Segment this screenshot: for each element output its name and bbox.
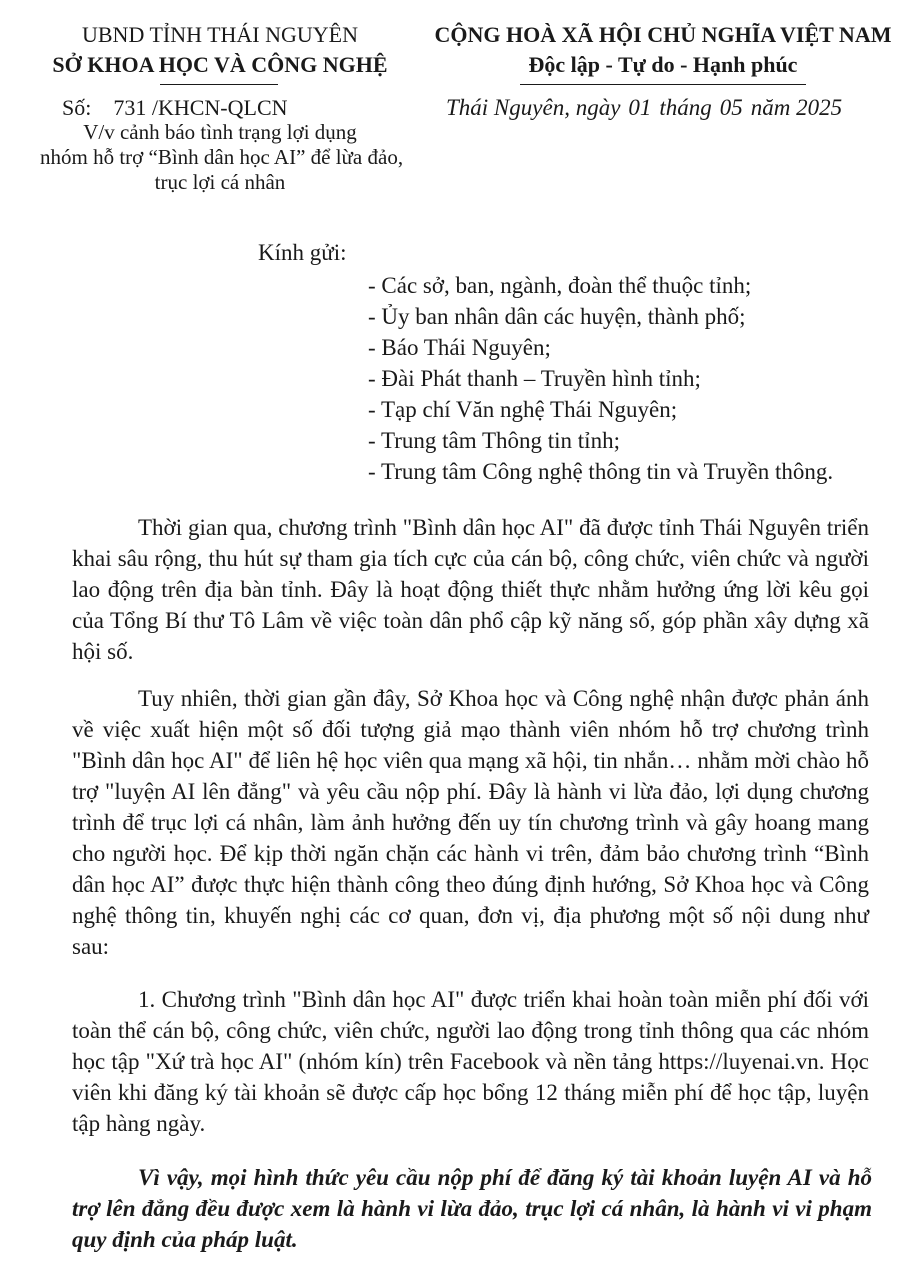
motto-underline [520,84,806,85]
document-number [62,95,288,121]
recipients-list [368,270,833,487]
recipient-item: - Các sở, ban, ngành, đoàn thể thuộc tỉnh; [368,273,752,298]
recipient-item: - Trung tâm Công nghệ thông tin và Truyền thông. [368,459,834,484]
date-year: 2025 [796,95,843,120]
recipient-item: - Tạp chí Văn nghệ Thái Nguyên; [368,397,678,422]
date-year-label: năm [750,95,791,120]
recipient-item: - Ủy ban nhân dân các huyện, thành phố; [368,304,746,329]
recipient-item: - Đài Phát thanh – Truyền hình tỉnh; [368,366,701,391]
agency-name: SỞ KHOA HỌC VÀ CÔNG NGHỆ [52,52,388,77]
national-motto: Độc lập - Tự do - Hạnh phúc [528,52,798,77]
document-number-label: Số: [62,95,92,120]
subject-line: V/v cảnh báo tình trạng lợi dụng [83,120,357,144]
body-paragraph: Thời gian qua, chương trình "Bình dân học AI" đã được tỉnh Thái Nguyên triển khai sâu rộng, thu hút sự tham gia tích cực của cán bộ, công chức, viên chức và người lao động trên địa bàn tỉnh. Đây là hoạt động thiết thực nhằm hưởng ứng lời kêu gọi của Tổng Bí thư Tô Lâm về việc toàn dân phổ cập kỹ năng số, góp phần xây dựng xã hội số. [72,515,869,664]
date-month-label: tháng [659,95,712,120]
date-month: 05 [719,95,743,120]
recipient-item: - Trung tâm Thông tin tỉnh; [368,428,620,453]
document-number-code: /KHCN-QLCN [151,95,288,120]
subject-line: trục lợi cá nhân [154,170,286,194]
date-day: 01 [628,95,652,120]
body-paragraph: Tuy nhiên, thời gian gần đây, Sở Khoa học và Công nghệ nhận được phản ánh về việc xuất hiện một số đối tượng giả mạo thành viên nhóm hỗ trợ chương trình "Bình dân học AI" để liên hệ học viên qua mạng xã hội, tin nhắn… nhằm mời chào hỗ trợ "luyện AI lên đẳng" và yêu cầu nộp phí. Đây là hành vi lừa đảo, lợi dụng chương trình để trục lợi cá nhân, làm ảnh hưởng đến uy tín chương trình và gây hoang mang cho người học. Để kịp thời ngăn chặn các hành vi trên, đảm bảo chương trình “Bình dân học AI” được thực hiện thành công theo đúng định hướng, Sở Khoa học và Công nghệ thông tin, khuyến nghị các cơ quan, đơn vị, địa phương một số nội dung như sau: [72,686,869,959]
document-subject [40,120,404,195]
body-paragraph-item-1: 1. Chương trình "Bình dân học AI" được triển khai hoàn toàn miễn phí đối với toàn thể cán bộ, công chức, viên chức, người lao động trong tỉnh thông qua các nhóm học tập "Xứ trà học AI" (nhóm kín) trên Facebook và nền tảng https://luyenai.vn. Học viên khi đăng ký tài khoản sẽ được cấp học bổng 12 tháng miễn phí để học tập, luyện tập hàng ngày. [72,987,869,1136]
recipient-item: - Báo Thái Nguyên; [368,335,551,360]
agency-underline [160,84,278,85]
emphasis-paragraph: Vì vậy, mọi hình thức yêu cầu nộp phí để đăng ký tài khoản luyện AI và hỗ trợ lên đẳng đều được xem là hành vi lừa đảo, trục lợi cá nhân, là hành vi vi phạm quy định của pháp luật. [72,1165,872,1252]
document-number-value: 731 [113,95,147,120]
recipients-label: Kính gửi: [258,240,347,265]
date-place: Thái Nguyên, ngày [446,95,621,120]
subject-line: nhóm hỗ trợ “Bình dân học AI” để lừa đảo, [40,145,404,169]
agency-parent: UBND TỈNH THÁI NGUYÊN [82,22,358,47]
document-date [446,95,842,121]
national-title: CỘNG HOÀ XÃ HỘI CHỦ NGHĨA VIỆT NAM [434,22,892,47]
